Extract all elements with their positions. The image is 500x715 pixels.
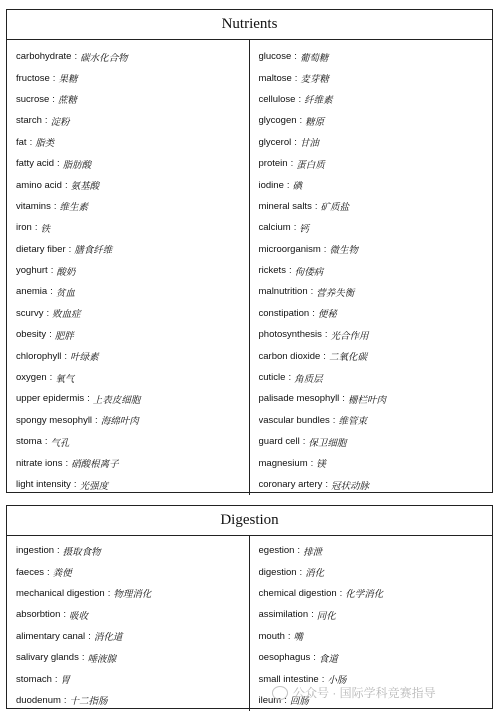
term-english: assimilation [258, 609, 309, 621]
term-chinese: 氨基酸 [70, 181, 100, 193]
term-english: photosynthesis [258, 329, 322, 341]
term-separator: : [50, 265, 54, 277]
term-row [259, 474, 493, 495]
term-separator: : [294, 72, 298, 84]
term-separator: : [288, 372, 292, 384]
term-chinese: 败血症 [52, 309, 81, 321]
term-chinese: 十二指肠 [69, 696, 108, 708]
term-separator: : [313, 652, 316, 664]
term-chinese: 果糖 [58, 74, 78, 86]
term-english: sucrose [16, 93, 50, 105]
term-chinese: 光合作用 [330, 330, 369, 342]
term-separator: : [44, 115, 48, 127]
term-separator: : [87, 393, 90, 405]
term-english: scurvy [16, 307, 44, 319]
term-separator: : [287, 630, 291, 642]
term-separator: : [53, 200, 57, 212]
term-chinese: 碘 [292, 181, 303, 193]
term-chinese: 营养失衡 [316, 287, 355, 299]
term-separator: : [54, 673, 58, 685]
term-separator: : [325, 479, 329, 490]
term-row [16, 367, 249, 388]
term-chinese: 肥胖 [54, 330, 74, 342]
term-row [259, 110, 493, 131]
term-english: alimentary canal [16, 630, 86, 642]
term-row [16, 690, 249, 711]
term-separator: : [294, 136, 297, 148]
term-chinese: 脂肪酸 [62, 159, 92, 171]
term-english: ingestion [16, 545, 55, 557]
term-english: ileum [258, 694, 282, 706]
term-english: fatty acid [16, 158, 55, 170]
term-english: calcium [258, 222, 291, 234]
digestion-title: Digestion [7, 506, 492, 536]
digestion-table [6, 505, 493, 709]
term-chinese: 上表皮细胞 [92, 394, 141, 406]
term-row [259, 260, 493, 281]
term-row [16, 153, 249, 174]
term-row [259, 281, 493, 302]
term-chinese: 维生素 [59, 202, 88, 214]
term-chinese: 小肠 [327, 675, 347, 687]
term-chinese: 钙 [299, 223, 309, 235]
wechat-icon [272, 686, 288, 700]
term-chinese: 淀粉 [50, 116, 70, 128]
nutrients-right-column [250, 40, 493, 495]
term-english: rickets [258, 265, 286, 277]
term-chinese: 嘴 [293, 632, 304, 644]
nutrients-title: Nutrients [7, 10, 492, 40]
term-chinese: 摄取食物 [62, 546, 101, 558]
term-row [259, 67, 493, 88]
term-row [259, 153, 493, 174]
term-separator: : [302, 436, 306, 448]
term-english: egestion [258, 545, 295, 557]
term-english: yoghurt [16, 265, 48, 277]
term-row [259, 410, 493, 431]
term-row [16, 46, 249, 67]
term-separator: : [47, 566, 50, 578]
term-chinese: 二氧化碳 [328, 352, 367, 364]
term-separator: : [332, 414, 336, 426]
term-separator: : [64, 179, 68, 191]
term-english: digestion [258, 566, 297, 578]
term-separator: : [52, 72, 56, 84]
term-chinese: 微生物 [329, 245, 358, 257]
term-row [259, 626, 493, 647]
term-row [259, 452, 493, 473]
term-row [259, 647, 493, 668]
term-row [16, 561, 249, 582]
term-chinese: 膳食纤维 [74, 245, 113, 257]
term-chinese: 吸收 [69, 610, 89, 622]
term-row [16, 647, 249, 668]
nutrients-left-column [7, 40, 250, 495]
term-row [16, 668, 249, 689]
nutrients-table [6, 9, 493, 493]
term-chinese: 麦芽糖 [300, 74, 329, 86]
term-english: mouth [258, 630, 285, 642]
term-row [16, 196, 249, 217]
term-english: obesity [16, 329, 47, 341]
term-english: mineral salts [258, 200, 312, 212]
term-row [259, 303, 493, 324]
term-chinese: 保卫细胞 [308, 437, 347, 449]
watermark [272, 684, 436, 701]
term-chinese: 铁 [40, 223, 50, 235]
term-english: duodenum [16, 694, 61, 706]
term-english: anemia [16, 286, 48, 298]
term-row [16, 239, 249, 260]
term-separator: : [68, 243, 72, 255]
term-separator: : [95, 414, 98, 426]
digestion-left-column [7, 536, 250, 711]
term-english: spongy mesophyll [16, 414, 93, 426]
term-chinese: 氧气 [55, 373, 75, 385]
term-chinese: 消化 [305, 568, 325, 580]
term-english: amino acid [16, 179, 62, 191]
term-row [259, 89, 493, 110]
term-chinese: 化学消化 [345, 589, 384, 601]
term-separator: : [46, 307, 50, 319]
term-separator: : [312, 307, 315, 319]
term-chinese: 气孔 [50, 437, 70, 449]
term-chinese: 同化 [316, 610, 336, 622]
term-chinese: 脂类 [35, 138, 55, 150]
term-separator: : [74, 51, 78, 63]
term-separator: : [310, 286, 314, 298]
term-english: iron [16, 222, 32, 234]
term-chinese: 佝偻病 [294, 266, 324, 278]
term-english: glycerol [258, 136, 292, 148]
term-row [16, 540, 249, 561]
term-row [16, 604, 249, 625]
term-separator: : [49, 372, 53, 384]
term-separator: : [63, 694, 67, 706]
nutrients-body [7, 40, 492, 495]
term-chinese: 纤维素 [304, 95, 333, 107]
term-chinese: 蔗糖 [57, 95, 77, 107]
term-english: oesophagus [258, 652, 311, 664]
term-separator: : [323, 350, 326, 362]
term-separator: : [323, 243, 327, 255]
term-english: stomach [16, 673, 52, 685]
term-separator: : [314, 200, 318, 212]
term-separator: : [293, 222, 297, 234]
term-english: maltose [258, 72, 292, 84]
term-separator: : [290, 158, 294, 170]
term-separator: : [286, 179, 290, 191]
term-separator: : [321, 673, 325, 685]
term-row [259, 583, 493, 604]
term-row [16, 410, 249, 431]
term-row [16, 303, 249, 324]
term-english: palisade mesophyll [258, 393, 340, 405]
term-english: iodine [258, 179, 284, 191]
term-row [259, 196, 493, 217]
term-row [16, 260, 249, 281]
term-row [16, 281, 249, 302]
term-chinese: 甘油 [299, 138, 319, 150]
term-chinese: 角质层 [294, 373, 323, 385]
term-row [16, 110, 249, 131]
term-english: starch [16, 115, 42, 127]
term-english: mechanical digestion [16, 587, 105, 599]
term-separator: : [310, 457, 314, 469]
term-chinese: 蛋白质 [296, 159, 325, 171]
term-row [259, 239, 493, 260]
term-chinese: 海绵叶肉 [100, 416, 139, 428]
term-row [16, 474, 249, 495]
term-row [16, 217, 249, 238]
term-chinese: 消化道 [93, 632, 123, 644]
term-english: oxygen [16, 372, 47, 384]
term-english: fat [16, 136, 27, 148]
term-separator: : [107, 587, 111, 599]
term-chinese: 排泄 [303, 546, 323, 558]
term-row [16, 324, 249, 345]
term-chinese: 粪便 [52, 568, 72, 580]
term-row [16, 132, 249, 153]
term-english: glucose [258, 51, 292, 63]
term-chinese: 葡萄糖 [299, 52, 329, 64]
term-english: carbon dioxide [258, 350, 321, 362]
term-chinese: 硝酸根离子 [71, 459, 119, 471]
term-english: cellulose [258, 93, 296, 105]
term-english: salivary glands [16, 652, 79, 664]
term-row [259, 561, 493, 582]
term-english: fructose [16, 72, 50, 84]
term-english: light intensity [16, 479, 71, 490]
term-separator: : [288, 265, 292, 277]
term-english: magnesium [258, 457, 308, 469]
term-chinese: 镁 [316, 459, 326, 471]
term-english: chemical digestion [258, 587, 337, 599]
term-chinese: 维管束 [338, 416, 367, 428]
term-separator: : [29, 136, 33, 148]
term-chinese: 矿质盐 [320, 202, 349, 214]
term-chinese: 叶绿素 [70, 352, 99, 364]
term-separator: : [299, 566, 303, 578]
term-english: vascular bundles [258, 414, 330, 426]
term-row [259, 431, 493, 452]
term-separator: : [49, 329, 52, 341]
term-chinese: 回肠 [289, 696, 309, 708]
term-chinese: 贫血 [55, 287, 75, 299]
term-separator: : [294, 51, 297, 63]
term-separator: : [81, 652, 85, 664]
term-chinese: 物理消化 [113, 589, 152, 601]
term-separator: : [324, 329, 328, 341]
term-chinese: 便秘 [317, 309, 337, 321]
term-row [259, 540, 493, 561]
term-separator: : [44, 436, 48, 448]
term-chinese: 碳水化合物 [80, 52, 128, 64]
term-row [16, 626, 249, 647]
term-separator: : [57, 158, 60, 170]
term-english: vitamins [16, 200, 51, 212]
term-separator: : [339, 587, 343, 599]
term-english: microorganism [258, 243, 321, 255]
term-english: faeces [16, 566, 44, 578]
term-row [259, 604, 493, 625]
term-row [259, 174, 493, 195]
term-english: coronary artery [258, 479, 323, 490]
term-row [259, 367, 493, 388]
term-chinese: 胃 [60, 675, 71, 687]
term-row [259, 324, 493, 345]
term-separator: : [311, 609, 314, 621]
term-separator: : [73, 479, 77, 490]
term-english: stoma [16, 436, 42, 448]
term-english: protein [258, 158, 288, 170]
term-separator: : [297, 545, 301, 557]
term-separator: : [299, 115, 303, 127]
term-chinese: 食道 [318, 653, 338, 665]
term-row [16, 431, 249, 452]
term-row [16, 583, 249, 604]
term-separator: : [65, 457, 69, 469]
term-chinese: 冠状动脉 [331, 480, 370, 492]
term-english: constipation [258, 307, 310, 319]
term-row [259, 217, 493, 238]
term-row [16, 67, 249, 88]
term-chinese: 糖原 [305, 116, 325, 128]
term-row [16, 89, 249, 110]
term-separator: : [342, 393, 345, 405]
term-english: carbohydrate [16, 51, 72, 63]
term-english: absorbtion [16, 609, 61, 621]
term-separator: : [57, 545, 60, 557]
term-chinese: 酸奶 [56, 266, 76, 278]
term-separator: : [63, 609, 67, 621]
watermark-text: 公众号 · 国际学科竞赛指导 [293, 686, 436, 700]
term-row [16, 345, 249, 366]
term-english: small intestine [258, 673, 319, 685]
term-english: dietary fiber [16, 243, 66, 255]
term-separator: : [88, 630, 91, 642]
term-english: glycogen [258, 115, 297, 127]
term-separator: : [298, 93, 302, 105]
term-row [259, 46, 493, 67]
term-separator: : [284, 694, 287, 706]
term-english: guard cell [258, 436, 300, 448]
term-english: malnutrition [258, 286, 308, 298]
term-row [259, 345, 493, 366]
term-separator: : [50, 286, 53, 298]
term-row [16, 174, 249, 195]
term-english: chlorophyll [16, 350, 62, 362]
term-row [16, 388, 249, 409]
term-chinese: 光强度 [79, 480, 109, 492]
term-separator: : [52, 93, 55, 105]
term-row [259, 388, 493, 409]
term-row [16, 452, 249, 473]
term-separator: : [64, 350, 68, 362]
term-english: nitrate ions [16, 457, 63, 469]
term-row [259, 132, 493, 153]
term-english: cuticle [258, 372, 286, 384]
term-english: upper epidermis [16, 393, 85, 405]
term-separator: : [34, 222, 38, 234]
term-chinese: 栅栏叶肉 [347, 394, 386, 406]
term-chinese: 唾液腺 [87, 653, 116, 665]
